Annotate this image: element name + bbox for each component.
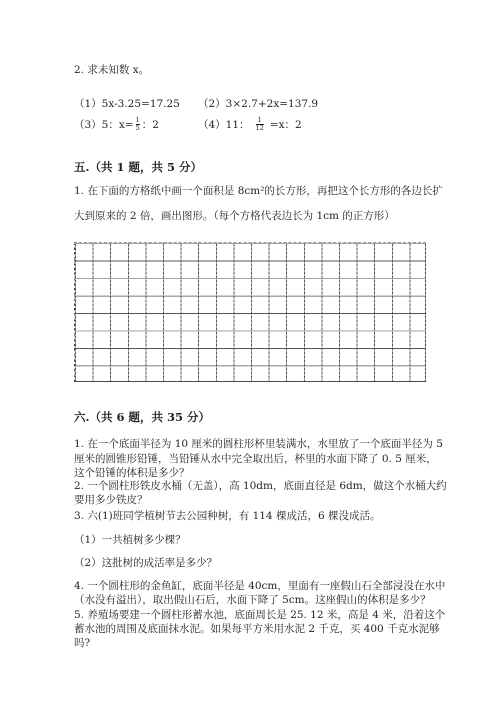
section-5-question-line-2: 大到原来的 2 倍，画出图形。（每个方格代表边长为 1cm 的正方形） bbox=[74, 210, 395, 222]
s6-q1-line-2: 厘米的圆锥形铅锤，当铅锤从水中完全取出后，杯里的水面下降了 0. 5 厘米， bbox=[74, 453, 437, 465]
equation-4-pre: （4）11： bbox=[198, 119, 250, 131]
s6-q2-line-1: 2. 一个圆柱形铁皮水桶（无盖），高 10dm，底面直径是 6dm，做这个水桶大约 bbox=[74, 480, 447, 492]
equation-1: （1）5x-3.25=17.25 bbox=[74, 98, 180, 110]
s6-q5-line-3: 吗? bbox=[74, 637, 91, 649]
fraction-denominator: 5 bbox=[135, 124, 140, 132]
fraction-denominator: 12 bbox=[255, 124, 264, 132]
fraction-numerator: 1 bbox=[135, 116, 140, 124]
s6-q1-line-1: 1. 在一个底面半径为 10 厘米的圆柱形杯里装满水，水里放了一个底面半径为 5 bbox=[74, 438, 443, 450]
fraction-1-12 bbox=[256, 117, 264, 132]
fraction-numerator: 1 bbox=[257, 116, 262, 124]
s6-q3-sub-1: （1）一共植树多少棵？ bbox=[74, 534, 186, 546]
fraction-1-5 bbox=[136, 117, 140, 132]
equation-2: （2）3×2.7+2x=137.9 bbox=[198, 98, 319, 110]
equation-3-pre: （3）5：x= bbox=[74, 119, 134, 131]
s6-q5-line-1: 5. 养殖场要建一个圆柱形蓄水池，底面周长是 25. 12 米，高是 4 米，沿着这个 bbox=[74, 609, 446, 621]
s6-q1-line-3: 这个铅锤的体积是多少？ bbox=[74, 467, 190, 479]
s6-q3-sub-2: （2）这批树的成活率是多少？ bbox=[74, 557, 218, 569]
question-2-title: 2. 求未知数 x。 bbox=[74, 64, 150, 76]
s6-q5-line-2: 蓄水池的周围及底面抹水泥。如果每平方米用水泥 2 千克，买 400 千克水泥够 bbox=[74, 623, 440, 635]
equation-4-post: =x：2 bbox=[269, 119, 302, 131]
equation-4 bbox=[198, 117, 302, 132]
grid-dash-overlay bbox=[74, 242, 426, 382]
s6-q2-line-2: 要用多少铁皮？ bbox=[74, 494, 148, 506]
s6-q4-line-2: （水没有溢出），取出假山石后，水面下降了 5cm。这座假山的体积是多少？ bbox=[74, 594, 431, 606]
equation-3 bbox=[74, 117, 159, 132]
equation-3-post: ：2 bbox=[141, 119, 159, 131]
s6-q3: 3. 六(1)班同学植树节去公园种树，有 114 棵成活，6 棵没成活。 bbox=[74, 510, 381, 522]
s6-q4-line-1: 4. 一个圆柱形的金鱼缸，底面半径是 40cm，里面有一座假山石全部浸没在水中 bbox=[74, 580, 446, 592]
section-6-header: 六.（共 6 题，共 35 分） bbox=[74, 410, 211, 424]
section-5-header: 五.（共 1 题，共 5 分） bbox=[74, 160, 203, 174]
section-5-question-line-1: 1. 在下面的方格纸中画一个面积是 8cm²的长方形，再把这个长方形的各边长扩 bbox=[74, 185, 443, 197]
